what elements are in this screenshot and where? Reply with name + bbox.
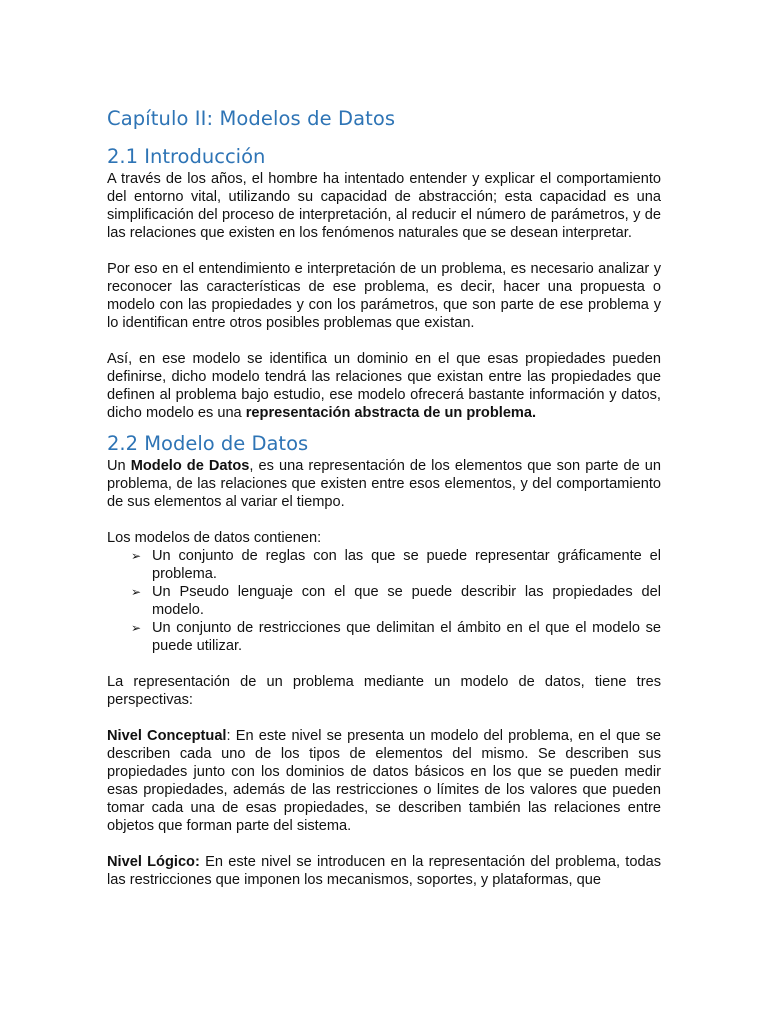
section-heading-modelo-de-datos: 2.2 Modelo de Datos [107,432,309,455]
intro-paragraph-3-emphasis: representación abstracta de un problema. [245,405,537,421]
modelo-intro-prefix: Un [107,458,131,474]
intro-paragraph-3 [107,350,661,422]
document-page [107,105,661,889]
list-item-text: Un Pseudo lenguaje con el que se puede describir las propiedades del modelo. [152,584,661,618]
modelo-intro-text: , es una representación de los elementos que son parte de un problema, de las relaciones que existen entre esos elementos, y del comportamiento de sus elementos al variar el tiempo. [107,458,661,510]
logical-level-paragraph [107,853,661,889]
modelo-intro-paragraph [107,457,661,511]
perspectives-paragraph: La representación de un problema mediante un modelo de datos, tiene tres perspectivas: [107,674,661,708]
arrowhead-bullet-icon: ➢ [131,585,142,599]
list-intro: Los modelos de datos contienen: [107,530,322,546]
logical-level-text: En este nivel se introducen en la representación del problema, todas las restricciones que imponen los mecanismos, soportes, y plataformas, que [107,854,661,888]
list-item [131,547,661,583]
chapter-title: Capítulo II: Modelos de Datos [107,107,396,130]
contents-list [107,547,661,655]
arrowhead-bullet-icon: ➢ [131,621,142,635]
intro-paragraph-3-text: Así, en ese modelo se identifica un dominio en el que esas propiedades pueden definirse, dicho modelo tendrá las relaciones que existan entre las propiedades que definen al problema bajo estudio, ese modelo ofrecerá bastante información y datos, dicho modelo es una [107,351,661,421]
list-item-text: Un conjunto de restricciones que delimitan el ámbito en el que el modelo se puede utilizar. [152,620,661,654]
list-item [131,619,661,655]
conceptual-level-text: : En este nivel se presenta un modelo del problema, en el que se describen cada uno de los tipos de elementos del mismo. Se describen sus propiedades junto con los dominios de datos básicos en los que se pueden medir esas propiedades, además de las restricciones o límites de los valores que pueden tomar cada una de esas propiedades, se describen también las relaciones entre objetos que forman parte del sistema. [107,728,661,834]
intro-paragraph-2: Por eso en el entendimiento e interpretación de un problema, es necesario analizar y reconocer las características de ese problema, es decir, hacer una propuesta o modelo con las propiedades y con los parámetros, que son parte de ese problema y lo identifican entre otros posibles problemas que existan. [107,261,661,331]
conceptual-level-label: Nivel Conceptual [107,728,227,744]
intro-paragraph-1: A través de los años, el hombre ha intentado entender y explicar el comportamiento del entorno vital, utilizando su capacidad de abstracción; esta capacidad es una simplificación del proceso de interpretación, al reducir el número de parámetros, y de las relaciones que existen en los fenómenos naturales que se desean interpretar. [107,171,661,241]
logical-level-label: Nivel Lógico: [107,854,200,870]
list-item-text: Un conjunto de reglas con las que se puede representar gráficamente el problema. [152,548,661,582]
section-heading-introduccion: 2.1 Introducción [107,145,266,168]
conceptual-level-paragraph [107,727,661,835]
arrowhead-bullet-icon: ➢ [131,549,142,563]
list-item [131,583,661,619]
modelo-intro-term: Modelo de Datos [130,458,250,474]
